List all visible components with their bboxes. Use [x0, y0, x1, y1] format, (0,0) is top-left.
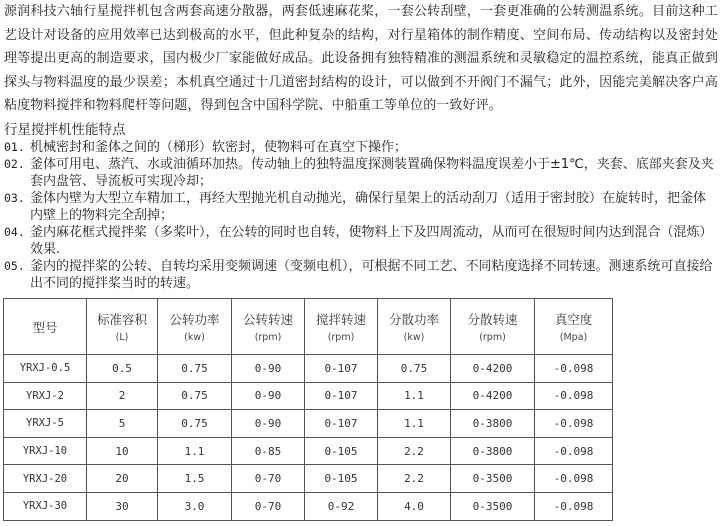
spec-table: [3, 298, 613, 521]
feature-number: 05.: [4, 259, 25, 273]
feature-item: [4, 139, 716, 156]
feature-item: [4, 190, 716, 224]
cell-dispersion-speed: 0-3800: [451, 410, 535, 438]
cell-model: YRXJ-5: [4, 410, 87, 438]
cell-volume: 2: [87, 382, 158, 410]
header-revolution-power: 公转功率 (kw): [158, 299, 232, 355]
feature-number: 01.: [4, 140, 25, 154]
cell-vacuum: -0.098: [535, 465, 613, 493]
cell-dispersion-power: 4.0: [378, 492, 451, 520]
cell-dispersion-speed: 0-3800: [451, 437, 535, 465]
cell-vacuum: -0.098: [535, 492, 613, 520]
cell-dispersion-power: 2.2: [378, 437, 451, 465]
cell-vacuum: -0.098: [535, 355, 613, 383]
cell-revolution-speed: 0-85: [232, 437, 305, 465]
cell-stirring-speed: 0-107: [305, 355, 378, 383]
cell-vacuum: -0.098: [535, 382, 613, 410]
cell-vacuum: -0.098: [535, 410, 613, 438]
cell-volume: 10: [87, 437, 158, 465]
cell-volume: 0.5: [87, 355, 158, 383]
header-vacuum: 真空度 (Mpa): [535, 299, 613, 355]
cell-volume: 30: [87, 492, 158, 520]
cell-revolution-speed: 0-70: [232, 465, 305, 493]
table-row: [4, 465, 613, 493]
cell-dispersion-power: 1.1: [378, 410, 451, 438]
feature-number: 02.: [4, 157, 25, 171]
cell-volume: 20: [87, 465, 158, 493]
cell-revolution-power: 0.75: [158, 410, 232, 438]
header-dispersion-speed: 分散转速 (rpm): [451, 299, 535, 355]
features-list: [4, 139, 716, 292]
cell-dispersion-speed: 0-4200: [451, 382, 535, 410]
cell-dispersion-speed: 0-3500: [451, 492, 535, 520]
feature-text: 釜体内壁为大型立车精加工，再经大型抛光机自动抛光，确保行星架上的活动刮刀（适用于密封胶）在旋转时，把釜体内壁上的物料完全刮掉；: [30, 191, 707, 223]
cell-stirring-speed: 0-105: [305, 437, 378, 465]
feature-text: 机械密封和釜体之间的（梯形）软密封，使物料可在真空下操作；: [30, 140, 408, 155]
feature-text: 釜体可用电、蒸汽、水或油循环加热。传动轴上的独特温度探测装置确保物料温度误差小于±1℃，夹套、底部夹套及夹套内盘管、导流板可实现冷却；: [30, 157, 714, 189]
table-row: [4, 355, 613, 383]
cell-revolution-power: 1.1: [158, 437, 232, 465]
cell-model: YRXJ-0.5: [4, 355, 87, 383]
cell-dispersion-power: 1.1: [378, 382, 451, 410]
feature-item: [4, 224, 716, 258]
table-row: [4, 382, 613, 410]
table-row: [4, 410, 613, 438]
cell-revolution-speed: 0-90: [232, 355, 305, 383]
cell-dispersion-speed: 0-4200: [451, 355, 535, 383]
feature-item: [4, 258, 716, 292]
table-row: [4, 492, 613, 520]
cell-vacuum: -0.098: [535, 437, 613, 465]
cell-revolution-speed: 0-70: [232, 492, 305, 520]
cell-model: YRXJ-20: [4, 465, 87, 493]
cell-revolution-power: 1.5: [158, 465, 232, 493]
cell-revolution-speed: 0-90: [232, 410, 305, 438]
features-title: 行星搅拌机性能特点: [4, 122, 126, 138]
cell-model: YRXJ-2: [4, 382, 87, 410]
cell-revolution-power: 3.0: [158, 492, 232, 520]
table-header-row: [4, 299, 613, 355]
header-dispersion-power: 分散功率 (kw): [378, 299, 451, 355]
cell-revolution-speed: 0-90: [232, 382, 305, 410]
header-volume: 标准容积 (L): [87, 299, 158, 355]
cell-stirring-speed: 0-107: [305, 410, 378, 438]
intro-paragraph: 源润科技六轴行星搅拌机包含两套高速分散器，两套低速麻花桨，一套公转刮壁，一套更准确的公转测温系统。目前这种工艺设计对设备的应用效率已达到极高的水平，但此种复杂的结构，对行星箱体的制作精度、空间布局、传动结构以及密封处理等提出更高的制造要求，国内极少厂家能做好成品。此设备拥有独特精准的测温系统和灵敏稳定的温控系统，能真正做到探头与物料温度的最少误差；本机真空通过十几道密封结构的设计，可以做到不开阀门不漏气；此外，因能完美解决客户高粘度物料搅拌和物料爬杆等问题，得到包含中国科学院、中船重工等单位的一致好评。: [4, 4, 718, 114]
cell-revolution-power: 0.75: [158, 355, 232, 383]
table-row: [4, 437, 613, 465]
cell-dispersion-power: 2.2: [378, 465, 451, 493]
feature-number: 03.: [4, 191, 25, 205]
cell-volume: 5: [87, 410, 158, 438]
feature-item: [4, 156, 716, 190]
header-stirring-speed: 搅拌转速 (rpm): [305, 299, 378, 355]
cell-stirring-speed: 0-92: [305, 492, 378, 520]
feature-number: 04.: [4, 225, 25, 239]
header-revolution-speed: 公转转速 (rpm): [232, 299, 305, 355]
cell-dispersion-power: 0.75: [378, 355, 451, 383]
cell-stirring-speed: 0-105: [305, 465, 378, 493]
cell-revolution-power: 0.75: [158, 382, 232, 410]
feature-text: 釜内麻花框式搅拌桨（多桨叶），在公转的同时也自转，使物料上下及四周流动，从而可在很短时间内达到混合（混炼）效果.: [30, 225, 713, 257]
cell-dispersion-speed: 0-3500: [451, 465, 535, 493]
feature-text: 釜内的搅拌桨的公转、自转均采用变频调速（变频电机），可根据不同工艺、不同粘度选择不同转速。测速系统可直接给出不同的搅拌桨当时的转速。: [30, 259, 713, 291]
header-model: 型号: [4, 299, 87, 355]
cell-model: YRXJ-30: [4, 492, 87, 520]
cell-stirring-speed: 0-107: [305, 382, 378, 410]
cell-model: YRXJ-10: [4, 437, 87, 465]
